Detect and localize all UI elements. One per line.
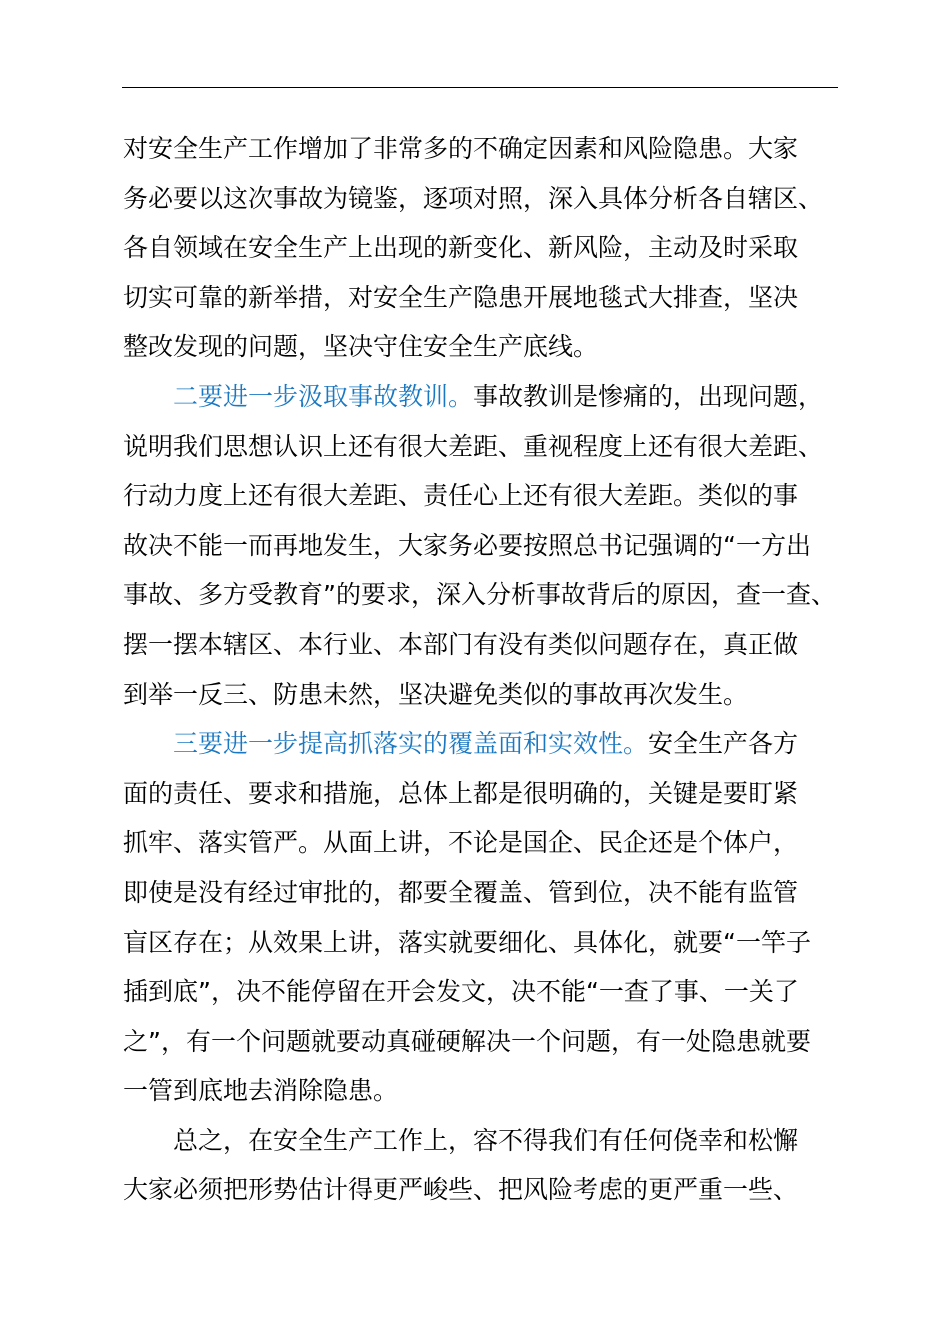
document-body bbox=[123, 124, 839, 1215]
paragraph-2-heading: 二要进一步汲取事故教训。 bbox=[173, 381, 474, 411]
paragraph-3-lead-text: 安全生产各方 bbox=[648, 729, 799, 759]
text-line: 抓牢、落实管严。从面上讲，不论是国企、民企还是个体户， bbox=[123, 828, 799, 858]
text-line: 故决不能一而再地发生，大家务必要按照总书记强调的“一方出 bbox=[123, 530, 811, 560]
text-line: 之”，有一个问题就要动真碰硬解决一个问题，有一处隐患就要 bbox=[123, 1026, 811, 1056]
text-line: 事故、多方受教育”的要求，深入分析事故背后的原因，查一查、 bbox=[123, 580, 836, 610]
paragraph-4 bbox=[123, 1116, 839, 1215]
text-line: 摆一摆本辖区、本行业、本部门有没有类似问题存在，真正做 bbox=[123, 629, 799, 659]
text-line: 即使是没有经过审批的，都要全覆盖、管到位，决不能有监管 bbox=[123, 877, 799, 907]
text-line: 各自领域在安全生产上出现的新变化、新风险，主动及时采取 bbox=[123, 233, 799, 263]
text-line: 行动力度上还有很大差距、责任心上还有很大差距。类似的事 bbox=[123, 481, 799, 511]
paragraph-3 bbox=[123, 719, 839, 1116]
text-line: 切实可靠的新举措，对安全生产隐患开展地毯式大排查，坚决 bbox=[123, 282, 799, 312]
text-line: 整改发现的问题，坚决守住安全生产底线。 bbox=[123, 332, 599, 362]
text-line: 面的责任、要求和措施，总体上都是很明确的，关键是要盯紧 bbox=[123, 778, 799, 808]
paragraph-2-first-line bbox=[123, 372, 839, 422]
paragraph-1 bbox=[123, 124, 839, 372]
header-rule bbox=[122, 87, 838, 88]
paragraph-4-first-line: 总之，在安全生产工作上，容不得我们有任何侥幸和松懈 bbox=[173, 1125, 799, 1155]
text-line: 对安全生产工作增加了非常多的不确定因素和风险隐患。大家 bbox=[123, 134, 799, 163]
paragraph-2 bbox=[123, 372, 839, 719]
text-line: 一管到底地去消除隐患。 bbox=[123, 1076, 399, 1106]
text-line: 插到底”，决不能停留在开会发文，决不能“一查了事、一关了 bbox=[123, 977, 799, 1007]
paragraph-3-heading: 三要进一步提高抓落实的覆盖面和实效性。 bbox=[173, 729, 649, 759]
paragraph-2-lead-text: 事故教训是惨痛的，出现问题， bbox=[473, 381, 824, 411]
paragraph-3-first-line bbox=[123, 719, 839, 769]
text-line: 大家必须把形势估计得更严峻些、把风险考虑的更严重一些、 bbox=[123, 1175, 799, 1205]
text-line: 务必要以这次事故为镜鉴，逐项对照，深入具体分析各自辖区、 bbox=[123, 183, 824, 213]
text-line: 说明我们思想认识上还有很大差距、重视程度上还有很大差距、 bbox=[123, 431, 824, 461]
text-line: 盲区存在；从效果上讲，落实就要细化、具体化，就要“一竿子 bbox=[123, 927, 811, 957]
text-line: 到举一反三、防患未然，坚决避免类似的事故再次发生。 bbox=[123, 679, 749, 709]
